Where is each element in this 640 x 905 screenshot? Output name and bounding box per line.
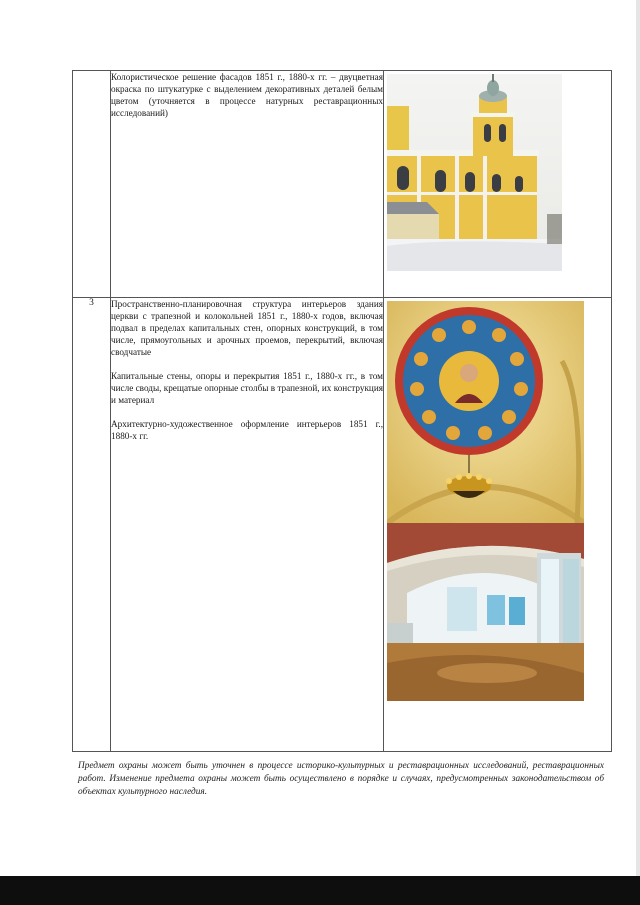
heritage-table	[72, 70, 612, 752]
photo-cell	[384, 298, 612, 752]
row-description	[111, 71, 384, 298]
description-paragraph: Колористическое решение фасадов 1851 г., 1880-х гг. – двуцветная окраска по штукатурке с выделением декоративных деталей белым цветом (уточняется в процессе натурных реставрационных исследований)	[111, 72, 383, 118]
row-number	[73, 71, 111, 298]
photo-cell	[384, 71, 612, 298]
basement-interior-photo	[387, 523, 584, 701]
church-facade-photo	[387, 74, 562, 271]
dome-fresco-photo	[387, 301, 584, 523]
description-paragraph: Капитальные стены, опоры и перекрытия 1851 г., 1880-х гг., в том числе своды, крещатые опорные столбы в трапезной, их конструкция и материал	[111, 371, 383, 405]
description-paragraph: Пространственно-планировочная структура интерьеров здания церкви с трапезной и колокольней 1851 г., 1880-х годов, включая подвал в пределах капитальных стен, опорных конструкций, в том числе, прямоугольных и арочных проемов, перекрытий, включая сводчатые	[111, 299, 383, 357]
table-row	[73, 298, 612, 752]
row-number: 3	[73, 298, 111, 752]
scan-bottom-band	[0, 876, 640, 905]
footer-note: Предмет охраны может быть уточнен в процессе историко-культурных и реставрационных исследований, реставрационных работ. Изменение предмета охраны может быть осуществлено в порядке и случаях, предусмотренных законодательством об объектах культурного наследия.	[78, 761, 604, 797]
table-row	[73, 71, 612, 298]
description-paragraph: Архитектурно-художественное оформление интерьеров 1851 г., 1880-х гг.	[111, 419, 383, 441]
scan-edge	[636, 0, 640, 876]
row-description	[111, 298, 384, 752]
